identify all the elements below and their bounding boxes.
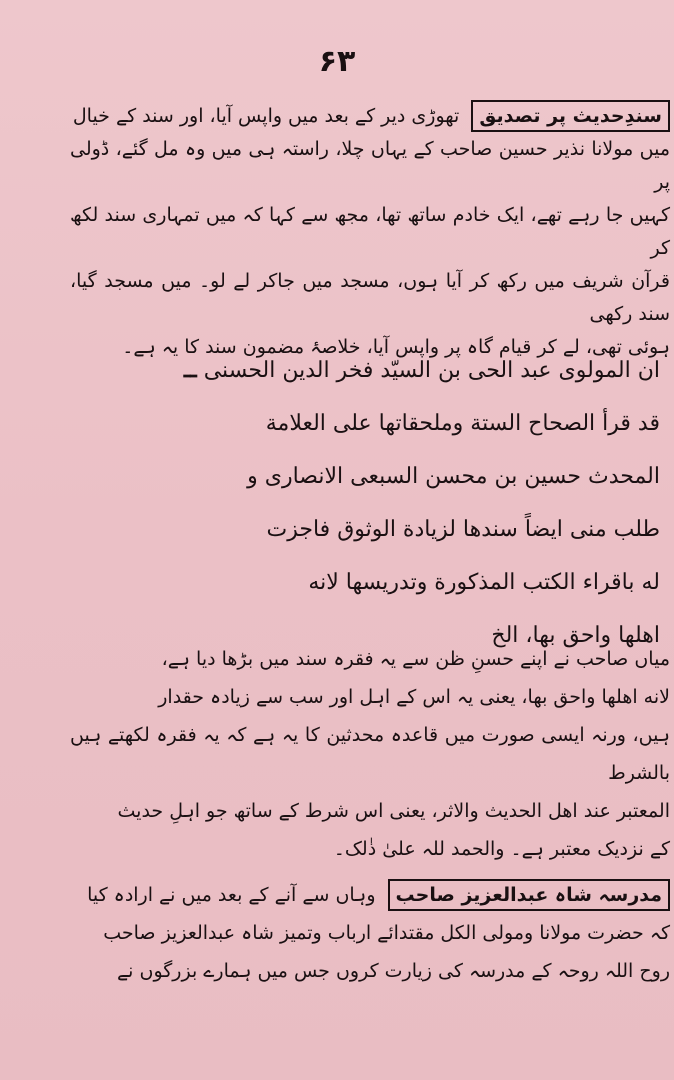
arabic-sanad-text: [80, 344, 660, 662]
paragraph-line: قرآن شریف میں رکھ کر آیا ہوں، مسجد میں جاکر لے لو۔ میں مسجد گیا، سند رکھی: [70, 270, 670, 325]
section-sanad-tasdiq: [70, 100, 670, 364]
paragraph-line: کہیں جا رہے تھے، ایک خادم ساتھ تھا، مجھ سے کہا کہ میں تمہاری سند لکھ کر: [70, 204, 670, 259]
paragraph-line: ہیں، ورنہ ایسی صورت میں قاعدہ محدثین کا یہ ہے کہ یہ فقرہ لکھتے ہیں بالشرط: [70, 724, 670, 784]
paragraph-line: کہ حضرت مولانا ومولی الکل مقتدائے ارباب وتمیز شاہ عبدالعزیز صاحب: [103, 922, 670, 944]
arabic-line: طلب منی ایضاً سندها لزیادة الوثوق فاجزت: [266, 517, 660, 542]
arabic-line: [80, 344, 660, 397]
paragraph-line: المعتبر عند اھل الحدیث والاثر، یعنی اس شرط کے ساتھ جو اہلِ حدیث: [117, 800, 670, 822]
section-madrasa: [70, 876, 670, 990]
arabic-line: اھلها واحق بها، الخ: [491, 623, 660, 648]
bullet-mark: ــ: [183, 357, 197, 383]
paragraph-line: لانه اھلها واحق بها، یعنی یہ اس کے اہل اور سب سے زیادہ حقدار: [158, 686, 670, 708]
paragraph-line: ہوئی تھی، لے کر قیام گاہ پر واپس آیا، خلاصۂ مضمون سند کا یہ ہے۔: [122, 336, 670, 358]
paragraph-line: [70, 100, 670, 133]
paragraph-line: کے نزدیک معتبر ہے۔ والحمد للہ علیٰ ذٰلک۔: [333, 838, 670, 860]
arabic-line-text: ان المولوی عبد الحی بن السیّد فخر الدین الحسنی: [203, 358, 660, 383]
arabic-line: له باقراء الکتب المذکورة وتدریسها لانه: [308, 570, 660, 595]
paragraph-line: [70, 876, 670, 914]
paragraph-line: میاں صاحب نے اپنے حسنِ ظن سے یہ فقرہ سند میں بڑھا دیا ہے،: [161, 648, 670, 670]
page-number: ۶۳: [318, 44, 356, 79]
section-commentary: [70, 640, 670, 868]
paragraph-text: تھوڑی دیر کے بعد میں واپس آیا، اور سند کے خیال: [72, 105, 460, 127]
paragraph-line: روح اللہ روحہ کے مدرسہ کی زیارت کروں جس میں ہمارے بزرگوں نے: [117, 960, 670, 982]
section-heading: سندِحدیث پر تصدیق: [471, 100, 670, 132]
arabic-line: المحدث حسین بن محسن السبعی الانصاری و: [247, 464, 660, 489]
paragraph-line: میں مولانا نذیر حسین صاحب کے یہاں چلا، راستہ ہی میں وہ مل گئے، ڈولی پر: [70, 138, 670, 193]
arabic-line: قد قرأ الصحاح الستة وملحقاتها علی العلامة: [265, 411, 660, 436]
section-heading: مدرسہ شاہ عبدالعزیز صاحب: [388, 879, 670, 911]
paragraph-text: وہاں سے آنے کے بعد میں نے ارادہ کیا: [87, 884, 376, 906]
